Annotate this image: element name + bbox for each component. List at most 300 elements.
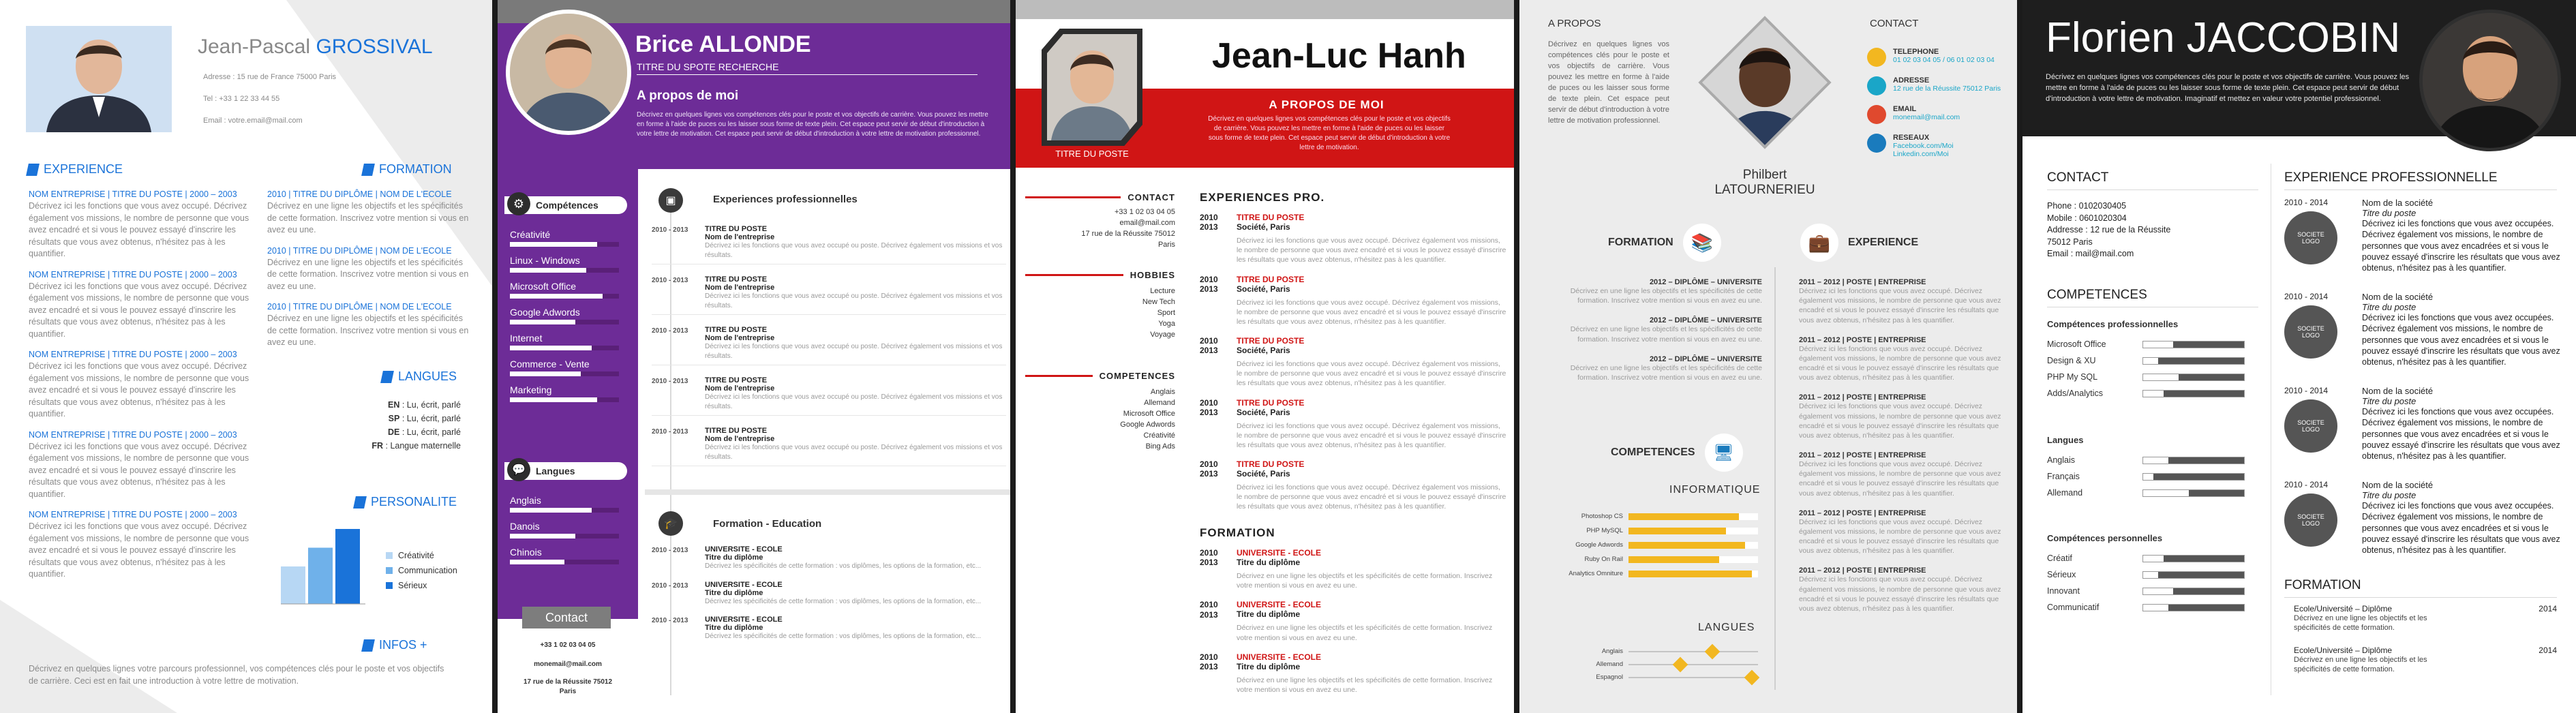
- info-row: [1548, 541, 1766, 549]
- exp-desc: Décrivez ici les fonctions que vous avez occupé ou poste. Décrivez également vos missions et vos résultats.: [705, 242, 1003, 259]
- info-title: INFORMATIQUE: [1669, 484, 1761, 496]
- contact-body: [1893, 134, 2010, 158]
- skill-fill: [510, 242, 597, 247]
- formation-desc: Décrivez en une ligne les objectifs et les spécificités de cette formation. Inscrivez votre mention si vous en avez eu une.: [1570, 363, 1762, 382]
- timeline-body: [1237, 275, 1506, 327]
- pro-title: Compétences professionnelles: [2047, 319, 2179, 329]
- item-sub: Société, Paris: [1237, 346, 1290, 356]
- list-item: New Tech: [1142, 297, 1175, 306]
- timeline-item: [1200, 213, 1506, 265]
- contact-label: ADRESSE: [1893, 76, 1930, 85]
- skill-label: Français: [2047, 472, 2080, 481]
- experience-head: NOM ENTREPRISE | TITRE DU POSTE | 2000 – 2003: [29, 429, 237, 440]
- date-end: 2013: [1200, 558, 1218, 568]
- edu-item: [652, 616, 1006, 641]
- exp-left: [2284, 198, 2352, 278]
- contact-icon: [1867, 105, 1886, 124]
- timeline-dates: [1200, 548, 1226, 590]
- list-item: Yoga: [1158, 319, 1175, 328]
- language-code: FR: [372, 441, 384, 451]
- exp-item: [2284, 198, 2564, 278]
- info-row: [1548, 527, 1766, 534]
- skill-label: Anglais: [2047, 455, 2075, 465]
- exp-role: Titre du poste: [2362, 396, 2416, 406]
- contact-button[interactable]: Contact: [522, 607, 611, 628]
- contact-icon: [1867, 48, 1886, 67]
- skill-fill: [2158, 572, 2244, 578]
- formation-desc: Décrivez en une ligne les objectifs et les spécificités de cette formation. Inscrivez votre mention si vous en avez eu une.: [267, 257, 469, 291]
- skill-bar: [510, 560, 619, 564]
- edu-school: UNIVERSITE - ECOLE: [705, 580, 783, 589]
- perso-list: [2047, 553, 2245, 619]
- about-text: Décrivez en quelques lignes vos compétences clés pour le poste et vos objectifs de carrière. Vous pouvez les mettre en forme à l'aide de puces ou les laisser sous forme de texte plein. Cet espace peut servir de début d'introduction à votre lettre de motivation. Imaginatif et mettez en valeur votre potentiel professionnel.: [2046, 73, 2410, 103]
- edu-item: [652, 581, 1006, 607]
- experience-item: [1799, 393, 2003, 440]
- exp-company: Nom de la société: [2362, 198, 2434, 208]
- exp-item: [652, 326, 1006, 365]
- info-label: Analytics Omniture: [1569, 570, 1623, 577]
- phone: +33 1 02 03 04 05: [540, 641, 596, 649]
- list-item: Microsoft Office: [1123, 409, 1175, 418]
- exp-desc: Décrivez ici les fonctions que vous avez occupé ou poste. Décrivez également vos missions et vos résultats.: [705, 343, 1003, 360]
- edu-year: 2014: [2539, 645, 2557, 655]
- skill-label: Créativité: [510, 229, 551, 240]
- last-name: JACCOBIN: [2186, 14, 2401, 61]
- contact-item: [1867, 134, 2010, 158]
- edu-year: 2014: [2539, 604, 2557, 613]
- section-marker-icon: [361, 164, 375, 176]
- info-fill: [1628, 513, 1739, 520]
- edu-body: [705, 581, 1006, 607]
- timeline-dates: [1200, 652, 1226, 695]
- exp-company: Nom de l'entreprise: [705, 284, 775, 292]
- date-end: 2013: [1200, 222, 1218, 232]
- comp-title: COMPETENCES: [2047, 288, 2147, 302]
- item-sub: Société, Paris: [1237, 407, 1290, 417]
- legend-label: Sérieux: [398, 581, 427, 590]
- date-start: 2010: [1200, 459, 1218, 470]
- formation-item: [267, 246, 472, 293]
- info-row: [1548, 513, 1766, 520]
- edu-date: 2010 - 2013: [652, 581, 688, 590]
- skill-bar: [2142, 357, 2245, 365]
- exp-role: Titre du poste: [2362, 208, 2416, 218]
- experience-head: 2011 – 2012 | POSTE | ENTREPRISE: [1799, 393, 1926, 402]
- skills-heading: ⚙ Compétences: [504, 196, 627, 214]
- exp-date: 2010 - 2014: [2284, 198, 2329, 207]
- date-start: 2010: [1200, 600, 1218, 610]
- skill-row: [2047, 586, 2245, 596]
- profile-photo: [1047, 34, 1137, 140]
- exp-role: TITRE DU POSTE: [705, 427, 768, 435]
- exp-date: 2010 - 2013: [652, 226, 688, 234]
- experience-desc: Décrivez ici les fonctions que vous avez occupé. Décrivez également vos missions, le nombre de personne que vous avez encadré et si vous le pouvez essayé d'inscrire les résultats que vous avez obtenus, n'hésitez pas à les quantifier.: [29, 361, 249, 419]
- company-logo: [2284, 211, 2337, 264]
- skill-fill: [510, 371, 581, 376]
- contact-value: 01 02 03 04 05 / 06 01 02 03 04: [1893, 56, 1995, 64]
- edu-desc: Décrivez les spécificités de cette formation : vos diplômes, les options de la formation, etc...: [705, 633, 982, 640]
- exp-list: [1200, 213, 1506, 521]
- rule: [2284, 597, 2557, 598]
- exp-item: [2284, 386, 2564, 466]
- date-end: 2013: [1200, 346, 1218, 356]
- legend-swatch: [386, 582, 393, 589]
- exp-company: Nom de l'entreprise: [705, 334, 775, 342]
- exp-company: Nom de la société: [2362, 386, 2434, 396]
- item-desc: Décrivez en une ligne les objectifs et les spécificités de cette formation. Inscrivez votre mention si vous en avez eu une.: [1237, 624, 1493, 642]
- language-level: Lu, écrit, parlé: [406, 400, 461, 410]
- list-item: +33 1 02 03 04 05: [1115, 208, 1175, 216]
- exp-desc: Décrivez ici les fonctions que vous avez occupées. Décrivez également vos missions, le nombre de personnes que vous avez encadrées et si vous le pouvez essayé d'inscrire les résultats que vous avez obtenus, n'hésitez pas à les quantifier.: [2362, 313, 2560, 367]
- section-marker-icon: [361, 639, 375, 652]
- edu-date: 2010 - 2013: [652, 617, 688, 624]
- comp-heading: COMPETENCES: [1025, 371, 1175, 381]
- contact-line: Addresse : 12 rue de la Réussite: [2047, 225, 2171, 234]
- skill-row: [510, 229, 631, 247]
- edu-date: 2010 - 2013: [652, 547, 688, 554]
- skill-bar: [510, 242, 619, 247]
- legend-item: [386, 551, 457, 560]
- item-desc: Décrivez ici les fonctions que vous avez occupé. Décrivez également vos missions, le nombre de personne que vous avez encadré et si vous le pouvez essayé d'inscrire les résultats que vous avez obtenus, n'hésitez pas à les quantifier.: [1237, 421, 1506, 449]
- info-fill: [1628, 542, 1745, 549]
- first-name: Philbert: [1742, 168, 1787, 182]
- timeline-body: [1237, 548, 1506, 590]
- skill-fill: [2164, 556, 2244, 562]
- skill-label: Sérieux: [2047, 570, 2076, 579]
- info-label: Ruby On Rail: [1584, 556, 1623, 563]
- exp-role: Titre du poste: [2362, 490, 2416, 500]
- langs-list: [510, 495, 631, 573]
- edu-title: Ecole/Université – Diplôme: [2294, 604, 2393, 613]
- item-title: TITRE DU POSTE: [1237, 274, 1305, 284]
- company-logo: [2284, 399, 2337, 453]
- skill-bar: [510, 346, 619, 350]
- profile-photo: [2419, 10, 2561, 151]
- column-divider: [1774, 267, 1776, 690]
- email: Email : votre.email@mail.com: [203, 116, 303, 125]
- skill-label: Créatif: [2047, 553, 2072, 563]
- item-title: TITRE DU POSTE: [1237, 397, 1305, 408]
- company-logo-text: SOCIETE LOGO: [2297, 231, 2324, 245]
- item-sub: Titre du diplôme: [1237, 558, 1301, 567]
- timeline-body: [1237, 398, 1506, 451]
- lang-marker: [1705, 643, 1721, 659]
- pro-list: [2047, 339, 2245, 405]
- experience-desc: Décrivez ici les fonctions que vous avez occupé. Décrivez également vos missions, le nombre de personne que vous avez encadré et si vous le pouvez essayé d'inscrire les résultats que vous avez obtenus, n'hésitez pas à les quantifier.: [1799, 575, 2001, 613]
- formation-heading: FORMATION 📚: [1608, 224, 1721, 262]
- contact-icon: [1867, 134, 1886, 153]
- exp-item: [652, 225, 1006, 264]
- name: [1697, 168, 1833, 198]
- exp-desc: Décrivez ici les fonctions que vous avez occupées. Décrivez également vos missions, le nombre de personnes que vous avez encadrées et si vous le pouvez essayé d'inscrire les résultats que vous avez obtenus, n'hésitez pas à les quantifier.: [2362, 501, 2560, 555]
- skill-bar: [510, 534, 619, 538]
- company-logo: [2284, 305, 2337, 359]
- skill-fill: [2168, 457, 2244, 464]
- experience-head: NOM ENTREPRISE | TITRE DU POSTE | 2000 – 2003: [29, 510, 237, 519]
- exp-body: [705, 275, 1006, 310]
- skill-label: Communicatif: [2047, 603, 2100, 612]
- skill-bar: [2142, 473, 2245, 481]
- language-code: EN: [387, 400, 400, 410]
- formation-head: 2010 | TITRE DU DIPLÔME | NOM DE L'ECOLE: [267, 302, 452, 312]
- lang-row: [1548, 648, 1766, 655]
- contact-line: Phone : 0102030405: [2047, 201, 2127, 211]
- formation-head: 2012 – DIPLÔME – UNIVERSITE: [1649, 354, 1762, 363]
- experience-desc: Décrivez ici les fonctions que vous avez occupé. Décrivez également vos missions, le nombre de personne que vous avez encadré et si vous le pouvez essayé d'inscrire les résultats que vous avez obtenus, n'hésitez pas à les quantifier.: [1799, 287, 2001, 324]
- company-logo-text: SOCIETE LOGO: [2297, 419, 2324, 433]
- exp-date: 2010 - 2014: [2284, 480, 2329, 489]
- timeline-item: [1200, 548, 1506, 590]
- exp-desc: Décrivez ici les fonctions que vous avez occupées. Décrivez également vos missions, le nombre de personnes que vous avez encadrées et si vous le pouvez essayé d'inscrire les résultats que vous avez obtenus, n'hésitez pas à les quantifier.: [2362, 407, 2560, 461]
- experience-item: [1799, 451, 2003, 498]
- langues-list: [327, 398, 461, 453]
- formation-heading: FORMATION: [363, 162, 452, 177]
- contact-list: [1867, 48, 2010, 168]
- lang-label: Anglais: [1601, 648, 1623, 655]
- exp-body: [2362, 386, 2564, 466]
- skill-fill: [510, 320, 575, 324]
- skill-fill: [2164, 391, 2244, 397]
- experience-heading: EXPERIENCE: [27, 162, 123, 177]
- edu-degree: Titre du diplôme: [705, 553, 763, 562]
- edu-desc: Décrivez les spécificités de cette formation : vos diplômes, les options de la formation, etc...: [705, 597, 982, 605]
- skill-fill: [510, 346, 592, 350]
- section-marker-icon: [380, 371, 394, 383]
- timeline-item: [1200, 652, 1506, 695]
- comp-list: [1025, 387, 1175, 453]
- exp-item: [2284, 292, 2564, 372]
- formation-item: [1548, 355, 1762, 382]
- exp-body: [705, 427, 1006, 461]
- date-start: 2010: [1200, 213, 1218, 222]
- skill-row: [510, 495, 631, 513]
- experience-item: [29, 510, 254, 581]
- edu-body: [705, 616, 1006, 641]
- skill-row: [2047, 339, 2245, 349]
- name: Jean-Luc Hanh: [1212, 36, 1466, 76]
- contact-list: [2047, 200, 2258, 260]
- language-row: FR : Langue maternelle: [372, 441, 461, 451]
- skill-bar: [2142, 588, 2245, 595]
- exp-company: Nom de la société: [2362, 480, 2434, 490]
- skill-label: Design & XU: [2047, 356, 2096, 365]
- edu-list: [652, 545, 1006, 651]
- edu-school: UNIVERSITE - ECOLE: [705, 545, 783, 553]
- personalite-bar: [308, 548, 333, 605]
- language-row: EN : Lu, écrit, parlé: [387, 400, 461, 410]
- skill-bar: [510, 397, 619, 402]
- item-desc: Décrivez ici les fonctions que vous avez occupé. Décrivez également vos missions, le nombre de personne que vous avez encadré et si vous le pouvez essayé d'inscrire les résultats que vous avez obtenus, n'hésitez pas à les quantifier.: [1237, 360, 1506, 388]
- graduation-icon: 🎓: [658, 511, 683, 536]
- item-sub: Société, Paris: [1237, 222, 1290, 232]
- edu-body: [2284, 604, 2461, 633]
- skill-fill: [2179, 374, 2244, 380]
- edu-title: Ecole/Université – Diplôme: [2294, 645, 2393, 655]
- skill-fill: [2168, 605, 2244, 611]
- exp-body: [2362, 292, 2564, 372]
- skill-row: [510, 384, 631, 402]
- hobbies-heading: HOBBIES: [1025, 270, 1175, 280]
- skill-bar: [2142, 457, 2245, 464]
- exp-date: 2010 - 2014: [2284, 386, 2329, 395]
- skill-row: [2047, 372, 2245, 382]
- exp-company: Nom de l'entreprise: [705, 384, 775, 393]
- item-desc: Décrivez en une ligne les objectifs et les spécificités de cette formation. Inscrivez votre mention si vous en avez eu une.: [1237, 572, 1493, 590]
- info-fill: [1628, 556, 1719, 563]
- formation-item: [267, 302, 472, 349]
- contact-icon: [1867, 76, 1886, 95]
- formation-list: [267, 189, 472, 359]
- lang-marker: [1673, 656, 1688, 672]
- edu-degree: Titre du diplôme: [705, 624, 763, 632]
- last-name: GROSSIVAL: [316, 35, 433, 58]
- info-bar: [1628, 528, 1758, 534]
- skill-row: [510, 521, 631, 538]
- personalite-bar: [335, 529, 360, 604]
- item-sub: Titre du diplôme: [1237, 661, 1301, 671]
- exp-date: 2010 - 2013: [652, 327, 688, 335]
- exp-company: Nom de l'entreprise: [705, 233, 775, 241]
- language-code: DE: [387, 427, 400, 437]
- about-text: Décrivez en quelques lignes vos compétences clés pour le poste et vos objectifs de carrière. Vous pouvez les mettre en forme à l'aide de puces ou les laisser sous forme de texte plein. Cet espace peut servir de début d'introduction à votre lettre de motivation. Cet espace peut servir de début d'introduction à votre lettre de motivation professionnel.: [637, 111, 988, 138]
- personalite-chart: [281, 515, 369, 611]
- experience-head: 2011 – 2012 | POSTE | ENTREPRISE: [1799, 451, 1926, 460]
- briefcase-icon: ▣: [658, 188, 683, 213]
- skill-bar: [2142, 374, 2245, 381]
- contact-label: RESEAUX: [1893, 134, 1930, 142]
- section-marker-icon: [26, 164, 40, 176]
- lang-row: [1548, 661, 1766, 668]
- lang-list: [2047, 455, 2245, 504]
- skill-fill: [2153, 474, 2244, 480]
- date-end: 2013: [1200, 609, 1218, 620]
- skill-label: Microsoft Office: [2047, 339, 2106, 349]
- phone: Tel : +33 1 22 33 44 55: [203, 94, 280, 103]
- skill-row: [510, 307, 631, 324]
- name: [2046, 14, 2400, 62]
- timeline-item: [1200, 459, 1506, 512]
- list-item: Créativité: [1143, 431, 1175, 440]
- timeline-body: [1237, 336, 1506, 389]
- profile-photo: [506, 10, 631, 135]
- item-desc: Décrivez ici les fonctions que vous avez occupé. Décrivez également vos missions, le nombre de personne que vous avez encadré et si vous le pouvez essayé d'inscrire les résultats que vous avez obtenus, n'hésitez pas à les quantifier.: [1237, 298, 1506, 326]
- skill-label: Marketing: [510, 384, 552, 395]
- edu-degree: Titre du diplôme: [705, 588, 763, 597]
- info-bar: [1628, 571, 1758, 577]
- skill-row: [510, 547, 631, 564]
- cv-jaccobin: [2022, 0, 2576, 713]
- language-row: DE : Lu, écrit, parlé: [387, 427, 461, 437]
- infos-text: Décrivez en quelques lignes votre parcours professionnel, vos compétences clés pour le poste et vos objectifs de carrière. Ceci est en fait une introduction à votre lettre de motivation.: [29, 664, 444, 686]
- legend-label: Créativité: [398, 551, 434, 560]
- exp-title: EXPERIENCES PRO.: [1200, 191, 1325, 204]
- skill-row: [2047, 455, 2245, 465]
- language-level: Lu, écrit, parlé: [406, 414, 461, 423]
- info-row: [1548, 570, 1766, 577]
- experience-list: [1799, 278, 2003, 624]
- skill-label: Commerce - Vente: [510, 359, 590, 369]
- item-title: TITRE DU POSTE: [1237, 213, 1305, 222]
- skill-bar: [510, 294, 619, 299]
- info-fill: [1628, 571, 1752, 577]
- list-item: Sport: [1157, 308, 1175, 317]
- item-desc: Décrivez en une ligne les objectifs et les spécificités de cette formation. Inscrivez votre mention si vous en avez eu une.: [1237, 676, 1493, 694]
- contact-line: Mobile : 0601020304: [2047, 213, 2127, 223]
- experience-head: 2011 – 2012 | POSTE | ENTREPRISE: [1799, 566, 1926, 575]
- edu-school: UNIVERSITE - ECOLE: [705, 616, 783, 624]
- cv-allonde: [498, 0, 1010, 713]
- skill-row: [2047, 389, 2245, 398]
- experience-desc: Décrivez ici les fonctions que vous avez occupé. Décrivez également vos missions, le nombre de personne que vous avez encadré et si vous le pouvez essayé d'inscrire les résultats que vous avez obtenus, n'hésitez pas à les quantifier.: [1799, 344, 2001, 382]
- formation-desc: Décrivez en une ligne les objectifs et les spécificités de cette formation. Inscrivez votre mention si vous en avez eu une.: [1570, 287, 1762, 305]
- language-code: SP: [388, 414, 400, 423]
- legend-item: [386, 566, 457, 575]
- edu-title: FORMATION: [1200, 526, 1275, 539]
- about-title: A propos de moi: [637, 89, 739, 103]
- skill-bar: [510, 268, 619, 273]
- name: [198, 35, 433, 59]
- legend-label: Communication: [398, 566, 457, 575]
- date-start: 2010: [1200, 397, 1218, 408]
- item-title: TITRE DU POSTE: [1237, 336, 1305, 346]
- poste: TITRE DU POSTE: [1055, 149, 1129, 159]
- language-level: Langue maternelle: [390, 441, 461, 451]
- personalite-bar: [281, 566, 305, 604]
- contact-body: [1893, 76, 2001, 95]
- timeline-dates: [1200, 275, 1226, 327]
- comp-heading: COMPETENCES 🖥: [1611, 434, 1743, 472]
- exp-item: [652, 427, 1006, 466]
- exp-title: EXPERIENCE PROFESSIONNELLE: [2284, 170, 2498, 185]
- timeline-body: [1237, 213, 1506, 265]
- experience-desc: Décrivez ici les fonctions que vous avez occupé. Décrivez également vos missions, le nombre de personne que vous avez encadré et si vous le pouvez essayé d'inscrire les résultats que vous avez obtenus, n'hésitez pas à les quantifier.: [29, 281, 249, 339]
- about-title: A PROPOS: [1548, 18, 1601, 29]
- list-item: Voyage: [1150, 330, 1175, 339]
- experience-heading: 💼 EXPERIENCE: [1800, 224, 1918, 262]
- language-level: Lu, écrit, parlé: [406, 427, 461, 437]
- contact-list: [1025, 207, 1175, 251]
- last-name: ALLONDE: [699, 31, 811, 57]
- formation-head: 2010 | TITRE DU DIPLÔME | NOM DE L'ECOLE: [267, 189, 452, 199]
- company-logo: [2284, 494, 2337, 547]
- experience-head: NOM ENTREPRISE | TITRE DU POSTE | 2000 – 2003: [29, 189, 237, 199]
- skill-label: Chinois: [510, 547, 542, 558]
- exp-role: TITRE DU POSTE: [705, 275, 768, 284]
- lang-row: [1548, 673, 1766, 681]
- info-row: [1548, 556, 1766, 563]
- item-desc: Décrivez ici les fonctions que vous avez occupé. Décrivez également vos missions, le nombre de personne que vous avez encadré et si vous le pouvez essayé d'inscrire les résultats que vous avez obtenus, n'hésitez pas à les quantifier.: [1237, 237, 1506, 264]
- info-label: PHP MySQL: [1586, 527, 1623, 534]
- address: 17 rue de la Réussite 75012 Paris: [523, 678, 613, 695]
- edu-item: [652, 545, 1006, 571]
- skill-bar: [2142, 390, 2245, 397]
- perso-title: Compétences personnelles: [2047, 533, 2163, 543]
- exp-body: [2362, 480, 2564, 560]
- formation-item: [1548, 278, 1762, 305]
- contact-value: 12 rue de la Réussite 75012 Paris: [1893, 85, 2001, 93]
- experience-head: 2011 – 2012 | POSTE | ENTREPRISE: [1799, 509, 1926, 517]
- about-text: Décrivez en quelques lignes vos compétences clés pour le poste et vos objectifs de carrière. Vous pouvez les mettre en forme à l'aide de puces ou les laisser sous forme de texte plein. Cet espace peut servir de début d'introduction à votre lettre de motivation professionnel.: [1548, 40, 1669, 125]
- lang-track: [1628, 677, 1758, 678]
- contact-title: CONTACT: [1870, 18, 1919, 29]
- skill-fill: [510, 560, 564, 564]
- formation-desc: Décrivez en une ligne les objectifs et les spécificités de cette formation. Inscrivez votre mention si vous en avez eu une.: [267, 314, 469, 347]
- skill-row: [2047, 472, 2245, 481]
- cv-grossival: [0, 0, 492, 713]
- edu-desc: Décrivez en une ligne les objectifs et les spécificités de cette formation.: [2294, 655, 2427, 673]
- lang-title: Langues: [2047, 435, 2084, 445]
- skill-label: Innovant: [2047, 586, 2080, 596]
